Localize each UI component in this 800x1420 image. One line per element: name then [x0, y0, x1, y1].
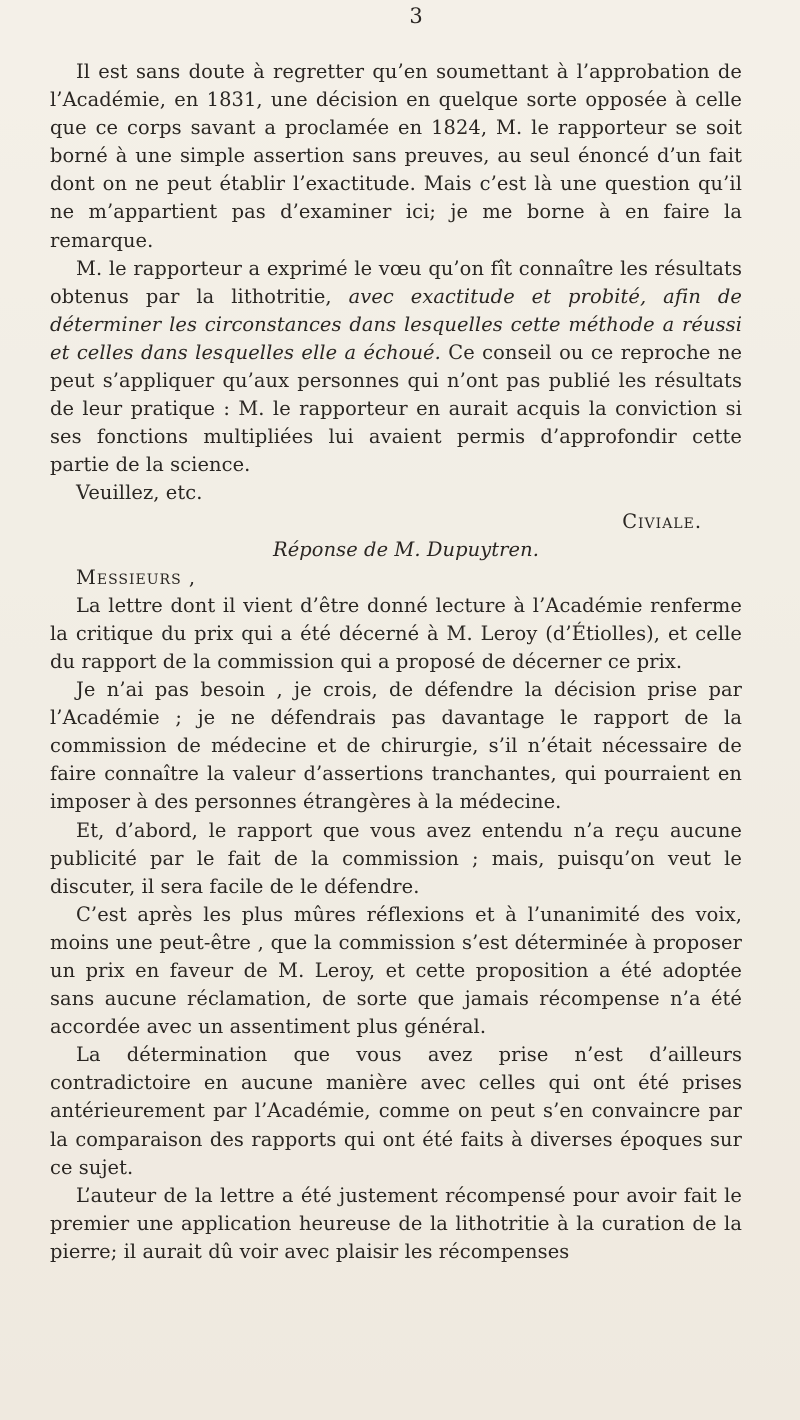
letter-paragraph-1: Il est sans doute à regretter qu’en soumettant à l’approbation de l’Académie, en 1831, une décision en quelque sorte opposée à celle que ce corps savant a proclamée en 1824, M. le rapporteur se soit borné à une simple assertion sans preuves, au seul énoncé d’un fait dont on ne peut établir l’exactitude. Mais c’est là une question qu’il ne m’appartient pas d’examiner ici; je me borne à en faire la remarque.	[50, 60, 742, 252]
reply-paragraph: L’auteur de la lettre a été justement récompensé pour avoir fait le premier une application heureuse de la lithotritie à la curation de la pierre; il aurait dû voir avec plaisir les récompenses	[50, 1183, 742, 1263]
letter-paragraph-2-start: M. le rapporteur a exprimé le vœu qu’on fît connaître les résultats obtenus par la lithotritie,	[50, 256, 742, 308]
letter-paragraph-2-end: Ce conseil ou ce reproche ne peut s’appliquer qu’aux personnes qui n’ont pas publié les résultats de leur pratique : M. le rapporteur en aurait acquis la conviction si ses fonctions multipliées lui avaient permis d’approfondir cette partie de la science.	[50, 340, 743, 477]
reply-paragraph: La lettre dont il vient d’être donné lecture à l’Académie renferme la critique du prix qui a été décerné à M. Leroy (d’Étiolles), et celle du rapport de la commission qui a proposé de décerner ce prix.	[50, 593, 742, 673]
page-number: 3	[409, 4, 423, 28]
letter-closing: Veuillez, etc.	[76, 481, 203, 505]
reply-paragraph: C’est après les plus mûres réflexions et à l’unanimité des voix, moins une peut-être , que la commission s’est déterminée à proposer un prix en faveur de M. Leroy, et cette proposition a été adoptée sans aucune réclamation, de sorte que jamais récompense n’a été accordée avec un assentiment plus général.	[50, 902, 742, 1039]
letter-paragraph-2-quote: avec exactitude et probité, afin de déterminer les circonstances dans lesquelles cette méthode a réussi et celles dans lesquelles elle a échoué.	[50, 284, 743, 364]
letter-signature: Civiale.	[622, 509, 702, 533]
reply-paragraph: La détermination que vous avez prise n’est d’ailleurs contradictoire en aucune manière avec celles qui ont été prises antérieurement par l’Académie, comme on peut s’en convaincre par la comparaison des rapports qui ont été faits à diverses époques sur ce sujet.	[50, 1043, 742, 1179]
reply-paragraph: Je n’ai pas besoin , je crois, de défendre la décision prise par l’Académie ; je ne défendrais pas davantage le rapport de la commission de médecine et de chirurgie, s’il n’était nécessaire de faire connaître la valeur d’assertions tranchantes, qui pourraient en imposer à des personnes étrangères à la médecine.	[50, 678, 742, 814]
letter-paragraph-2	[50, 255, 742, 480]
body-text	[50, 58, 742, 1266]
reply-paragraph: Et, d’abord, le rapport que vous avez entendu n’a reçu aucune publicité par le fait de la commission ; mais, puisqu’on veut le discuter, il sera facile de le défendre.	[50, 818, 742, 898]
reply-salutation: Messieurs ,	[76, 565, 197, 589]
reply-title: Réponse de M. Dupuytren.	[273, 537, 539, 561]
